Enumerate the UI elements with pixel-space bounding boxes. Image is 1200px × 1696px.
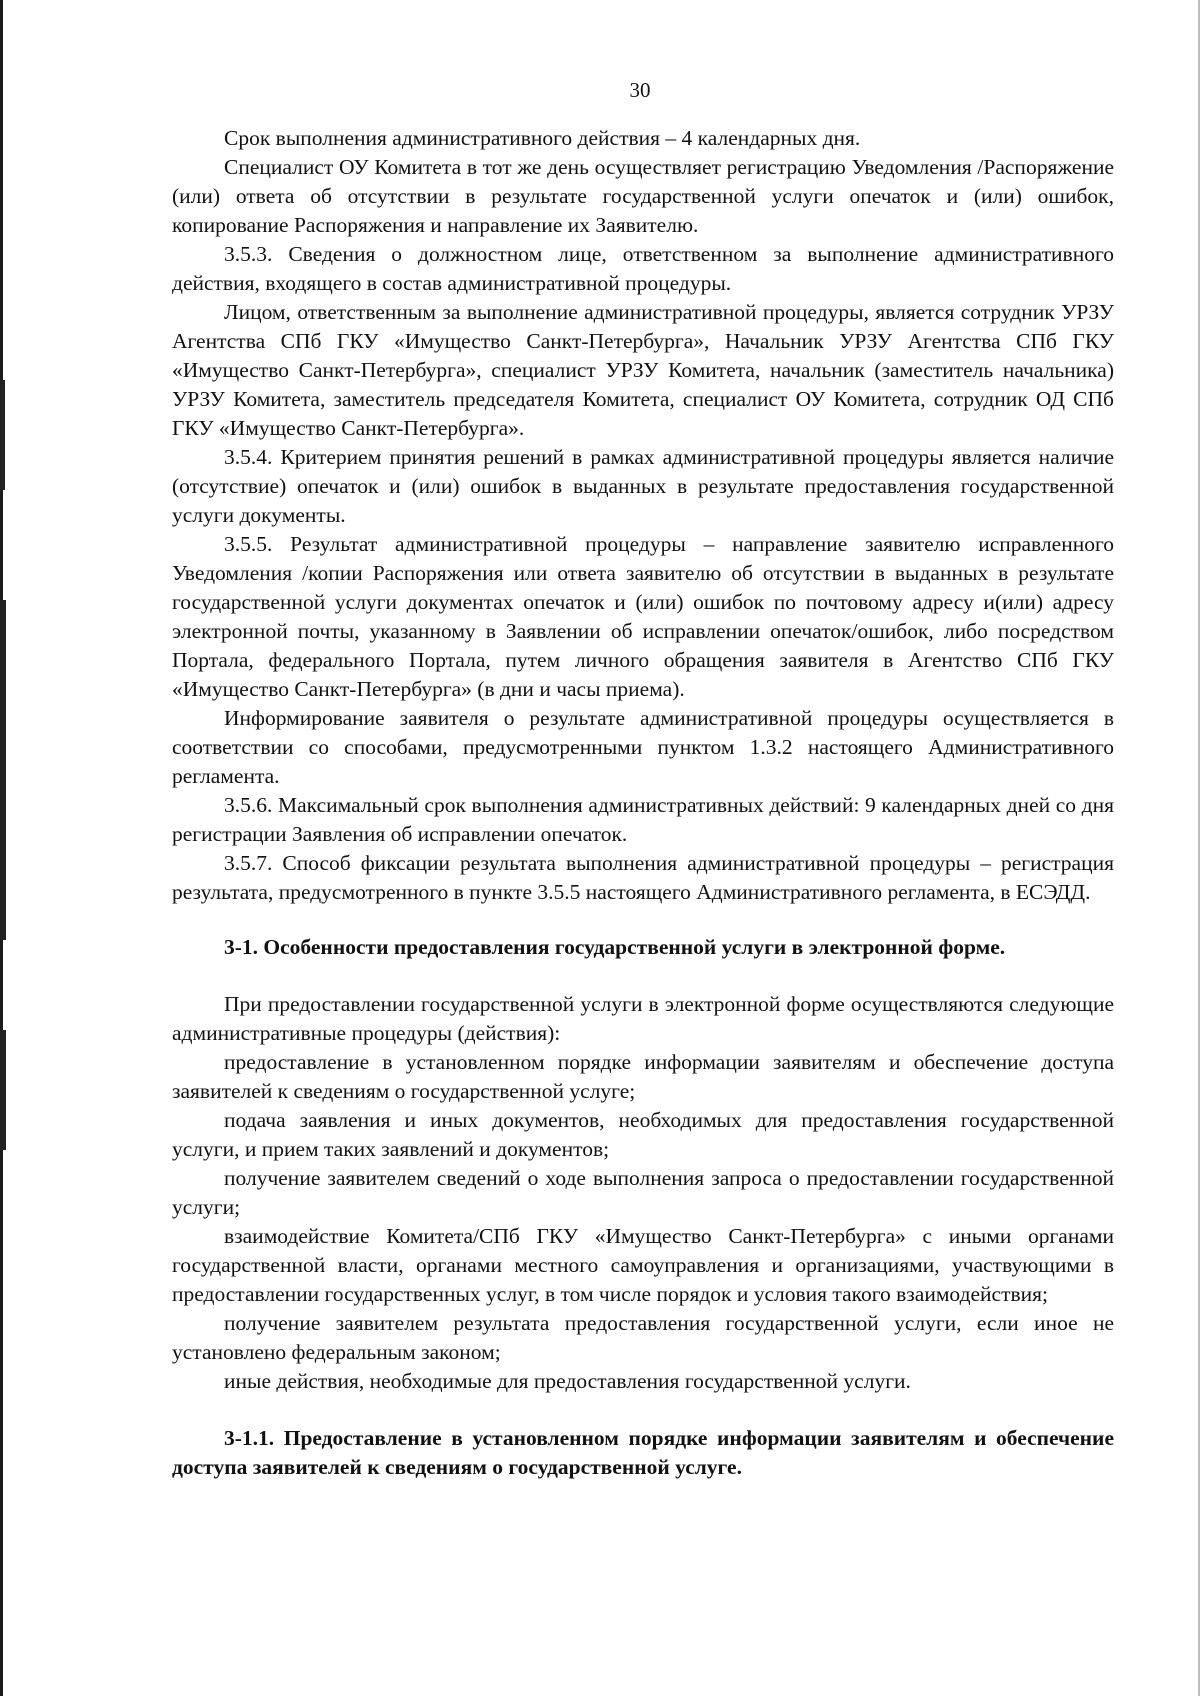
paragraph: При предоставлении государственной услуги в электронной форме осуществляются следующие административные процедуры (действия): [172, 992, 1114, 1045]
paragraph: Специалист ОУ Комитета в тот же день осуществляет регистрацию Уведомления /Распоряжение (или) ответа об отсутствии в результате государственной услуги опечаток и (или) ошибок, копирование Распоряжения и направление их Заявителю. [172, 155, 1114, 237]
paragraph: иные действия, необходимые для предоставления государственной услуги. [224, 1369, 911, 1393]
paragraph: Срок выполнения административного действия – 4 календарных дня. [224, 126, 861, 150]
paragraph: 3.5.7. Способ фиксации результата выполнения административной процедуры – регистрация результата, предусмотренного в пункте 3.5.5 настоящего Административного регламента, в ЕСЭДД. [172, 851, 1114, 904]
section-heading: 3-1. Особенности предоставления государственной услуги в электронной форме. [224, 935, 1006, 959]
paragraph: предоставление в установленном порядке информации заявителям и обеспечение доступа заявителей к сведениям о государственной услуге; [172, 1050, 1114, 1103]
document-body [172, 124, 1114, 1482]
paragraph: 3.5.6. Максимальный срок выполнения административных действий: 9 календарных дней со дня регистрации Заявления об исправлении опечаток. [172, 793, 1114, 846]
subsection-heading: 3-1.1. Предоставление в установленном порядке информации заявителям и обеспечение доступа заявителей к сведениям о государственной услуге. [172, 1426, 1114, 1479]
paragraph: 3.5.4. Критерием принятия решений в рамках административной процедуры является наличие (отсутствие) опечаток и (или) ошибок в выданных в результате предоставления государственной услуги документы. [172, 445, 1114, 527]
page-number: 30 [629, 78, 651, 102]
paragraph: 3.5.5. Результат административной процедуры – направление заявителю исправленного Уведомления /копии Распоряжения или ответа заявителю об отсутствии в выданных в результате государственной услуги документах опечаток и (или) ошибок по почтовому адресу и(или) адресу электронной почты, указанному в Заявлении об исправлении опечаток/ошибок, либо посредством Портала, федерального Портала, путем личного обращения заявителя в Агентство СПб ГКУ «Имущество Санкт-Петербурга» (в дни и часы приема). [172, 532, 1114, 701]
paragraph: получение заявителем сведений о ходе выполнения запроса о предоставлении государственной услуги; [172, 1166, 1114, 1219]
scan-binding-mark [0, 380, 5, 490]
scan-binding-mark [0, 1030, 6, 1150]
paragraph: 3.5.3. Сведения о должностном лице, ответственном за выполнение административного действия, входящего в состав административной процедуры. [172, 242, 1114, 295]
paragraph: получение заявителем результата предоставления государственной услуги, если иное не установлено федеральным законом; [172, 1311, 1114, 1364]
paragraph: взаимодействие Комитета/СПб ГКУ «Имущество Санкт-Петербурга» с иными органами государственной власти, органами местного самоуправления и организациями, участвующими в предоставлении государственных услуг, в том числе порядок и условия такого взаимодействия; [172, 1224, 1114, 1306]
paragraph: подача заявления и иных документов, необходимых для предоставления государственной услуги, и прием таких заявлений и документов; [172, 1108, 1114, 1161]
scan-binding-mark [0, 600, 6, 940]
paragraph: Информирование заявителя о результате административной процедуры осуществляется в соответствии со способами, предусмотренными пунктом 1.3.2 настоящего Административного регламента. [172, 706, 1114, 788]
paragraph: Лицом, ответственным за выполнение административной процедуры, является сотрудник УРЗУ Агентства СПб ГКУ «Имущество Санкт-Петербурга», Начальник УРЗУ Агентства СПб ГКУ «Имущество Санкт-Петербурга», специалист УРЗУ Комитета, начальник (заместитель начальника) УРЗУ Комитета, заместитель председателя Комитета, специалист ОУ Комитета, сотрудник ОД СПб ГКУ «Имущество Санкт-Петербурга». [172, 300, 1114, 440]
